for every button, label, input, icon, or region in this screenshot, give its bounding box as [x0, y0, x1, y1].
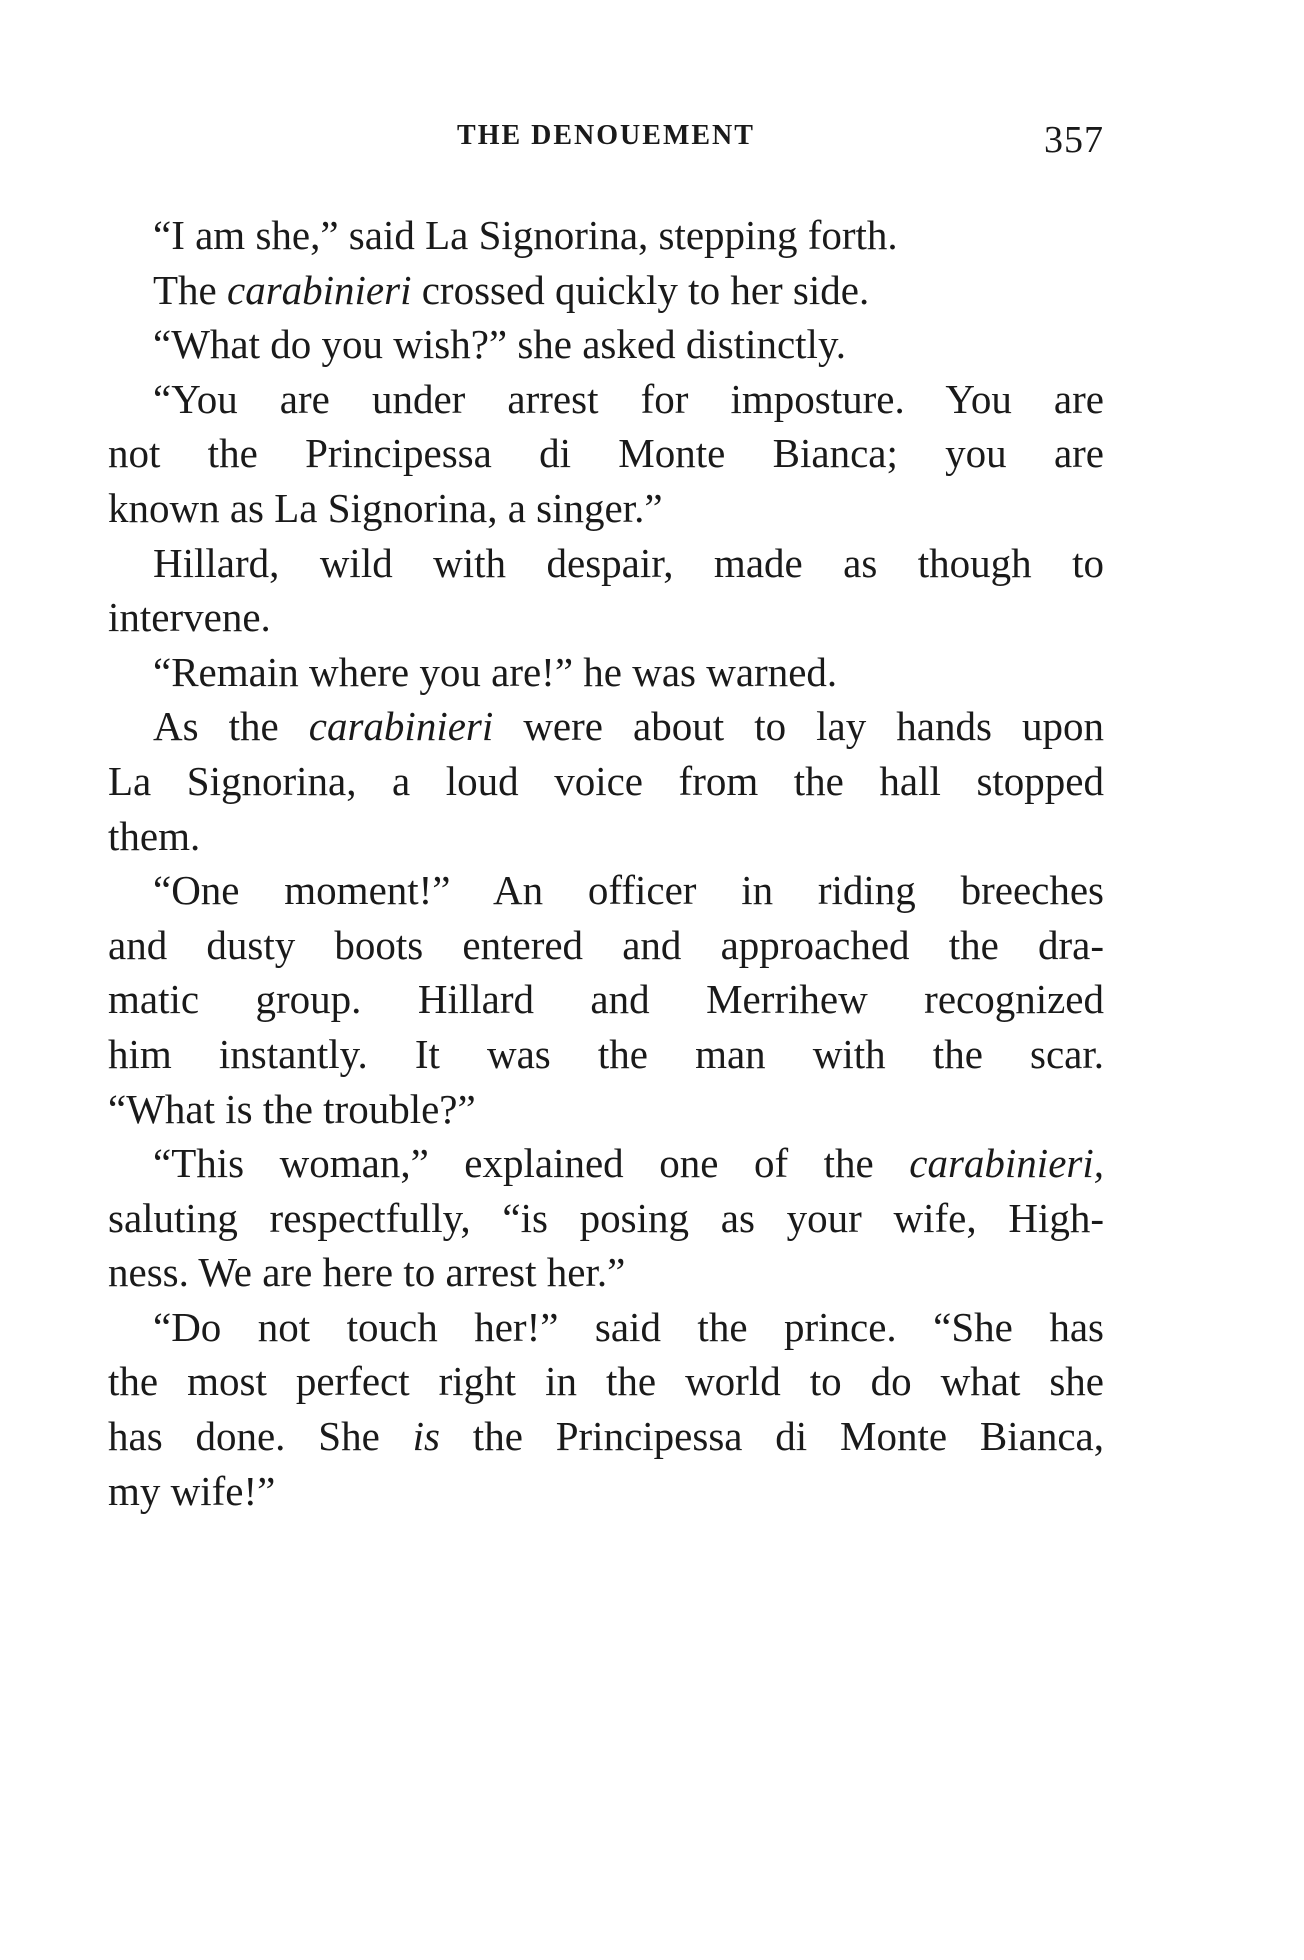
paragraph — [108, 372, 1104, 536]
paragraph — [108, 536, 1104, 645]
text-line: my wife!” — [108, 1467, 276, 1514]
running-title: THE DENOUEMENT — [457, 120, 755, 151]
text-line: ness. We are here to arrest her.” — [108, 1249, 626, 1296]
paragraph — [108, 645, 1104, 700]
paragraph — [108, 699, 1104, 863]
page-number: 357 — [1044, 119, 1104, 161]
text-line: “This woman,” explained one of the carabinieri, — [153, 1140, 1104, 1187]
text-line: them. — [108, 812, 201, 859]
italic-word: carabinieri, — [909, 1140, 1104, 1187]
paragraph — [108, 208, 1104, 263]
text-line: “Do not touch her!” said the prince. “She has — [153, 1303, 1104, 1350]
text-line: not the Principessa di Monte Bianca; you are — [108, 430, 1104, 477]
text-line: The carabinieri crossed quickly to her side. — [153, 266, 870, 313]
paragraph — [108, 1136, 1104, 1300]
text-line: “What is the trouble?” — [108, 1085, 476, 1132]
italic-word: carabinieri — [227, 266, 412, 313]
text-line: “I am she,” said La Signorina, stepping forth. — [153, 212, 898, 258]
body-text — [108, 208, 1104, 1518]
text-line: has done. She is the Principessa di Monte Bianca, — [108, 1413, 1104, 1460]
text-line: “What do you wish?” she asked distinctly. — [153, 321, 847, 368]
text-line: La Signorina, a loud voice from the hall stopped — [108, 757, 1104, 804]
text-line: him instantly. It was the man with the scar. — [108, 1030, 1104, 1077]
text-line: and dusty boots entered and approached the dra- — [108, 921, 1104, 968]
text-line: Hillard, wild with despair, made as though to — [153, 539, 1104, 586]
running-head — [108, 118, 1104, 168]
paragraph — [108, 317, 1104, 372]
paragraph — [108, 263, 1104, 318]
text-line: intervene. — [108, 594, 271, 641]
paragraph — [108, 1300, 1104, 1518]
text-line: matic group. Hillard and Merrihew recognized — [108, 976, 1104, 1023]
italic-word: is — [412, 1413, 440, 1460]
text-line: “You are under arrest for imposture. You are — [153, 375, 1104, 422]
paragraph — [108, 863, 1104, 1136]
text-line: As the carabinieri were about to lay hands upon — [153, 703, 1104, 750]
text-line: the most perfect right in the world to do what she — [108, 1358, 1104, 1405]
italic-word: carabinieri — [308, 703, 494, 750]
text-line: “Remain where you are!” he was warned. — [153, 648, 838, 695]
text-line: saluting respectfully, “is posing as your wife, High- — [108, 1194, 1104, 1241]
text-line: known as La Signorina, a singer.” — [108, 484, 663, 531]
text-line: “One moment!” An officer in riding breeches — [153, 867, 1104, 914]
